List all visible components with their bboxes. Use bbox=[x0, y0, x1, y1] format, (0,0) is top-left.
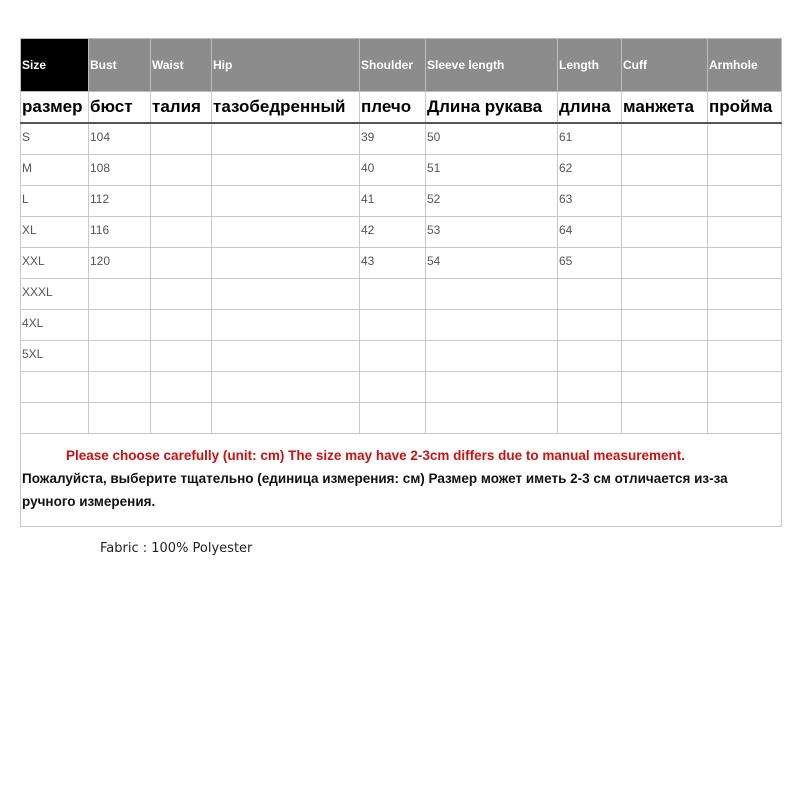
table-cell bbox=[89, 248, 151, 279]
note-english: Please choose carefully (unit: cm) The size may have 2-3cm differs due to manual measurement. bbox=[66, 447, 685, 463]
table-cell bbox=[89, 372, 151, 403]
table-cell bbox=[708, 155, 782, 186]
table-cell bbox=[708, 341, 782, 372]
table-row bbox=[21, 248, 782, 279]
table-cell bbox=[212, 217, 360, 248]
table-cell bbox=[622, 403, 708, 434]
table-cell bbox=[558, 372, 622, 403]
header-row-ru bbox=[21, 92, 782, 124]
table-cell bbox=[558, 155, 622, 186]
table-cell bbox=[622, 279, 708, 310]
header-en-7: Cuff bbox=[622, 39, 708, 92]
table-cell bbox=[151, 310, 212, 341]
cell-value: 112 bbox=[90, 192, 110, 206]
table-cell bbox=[89, 279, 151, 310]
table-cell bbox=[89, 341, 151, 372]
table-cell bbox=[212, 279, 360, 310]
size-chart-table bbox=[20, 38, 782, 527]
table-cell bbox=[426, 186, 558, 217]
cell-value: 120 bbox=[90, 254, 111, 268]
cell-value: 50 bbox=[427, 130, 441, 144]
table-cell bbox=[212, 341, 360, 372]
table-cell bbox=[360, 310, 426, 341]
header-en-4: Shoulder bbox=[360, 39, 426, 92]
table-cell bbox=[212, 123, 360, 155]
header-en-0: Size bbox=[21, 39, 89, 92]
table-cell bbox=[212, 403, 360, 434]
cell-value: L bbox=[22, 192, 29, 206]
table-cell bbox=[708, 310, 782, 341]
table-cell bbox=[151, 248, 212, 279]
table-cell bbox=[151, 155, 212, 186]
table-cell bbox=[558, 248, 622, 279]
table-cell bbox=[21, 372, 89, 403]
table-cell bbox=[360, 279, 426, 310]
table-row bbox=[21, 403, 782, 434]
header-en-1: Bust bbox=[89, 39, 151, 92]
cell-value: 43 bbox=[361, 254, 375, 268]
table-cell bbox=[360, 123, 426, 155]
header-en-5: Sleeve length bbox=[426, 39, 558, 92]
cell-value: 116 bbox=[90, 223, 110, 237]
cell-value: 39 bbox=[361, 130, 375, 144]
cell-value: 63 bbox=[559, 192, 573, 206]
header-en-8: Armhole bbox=[708, 39, 782, 92]
header-ru-5: Длина рукава bbox=[426, 92, 558, 124]
table-cell bbox=[426, 217, 558, 248]
table-cell bbox=[151, 123, 212, 155]
table-cell bbox=[89, 186, 151, 217]
table-cell bbox=[151, 403, 212, 434]
table-cell bbox=[708, 403, 782, 434]
table-cell bbox=[558, 123, 622, 155]
header-row-en bbox=[21, 39, 782, 92]
note-row bbox=[21, 434, 782, 527]
cell-value: 62 bbox=[559, 161, 573, 175]
table-cell bbox=[622, 186, 708, 217]
table-cell bbox=[622, 248, 708, 279]
table-cell bbox=[360, 403, 426, 434]
cell-value: 108 bbox=[90, 161, 111, 175]
table-cell bbox=[212, 186, 360, 217]
table-cell bbox=[426, 155, 558, 186]
table-cell bbox=[622, 217, 708, 248]
header-en-6: Length bbox=[558, 39, 622, 92]
table-cell bbox=[212, 372, 360, 403]
table-cell bbox=[151, 186, 212, 217]
cell-value: 54 bbox=[427, 254, 441, 268]
table-cell bbox=[21, 403, 89, 434]
table-cell bbox=[151, 372, 212, 403]
table-cell bbox=[360, 155, 426, 186]
table-cell bbox=[21, 217, 89, 248]
table-cell bbox=[360, 248, 426, 279]
table-cell bbox=[89, 155, 151, 186]
cell-value: 4XL bbox=[22, 316, 44, 330]
cell-value: XL bbox=[22, 223, 37, 237]
table-cell bbox=[622, 372, 708, 403]
table-cell bbox=[360, 372, 426, 403]
table-cell bbox=[426, 310, 558, 341]
table-row bbox=[21, 279, 782, 310]
table-cell bbox=[426, 403, 558, 434]
cell-value: 65 bbox=[559, 254, 573, 268]
cell-value: 40 bbox=[361, 161, 375, 175]
table-cell bbox=[21, 341, 89, 372]
cell-value: 61 bbox=[559, 130, 573, 144]
cell-value: 41 bbox=[361, 192, 375, 206]
header-ru-3: тазобедренный bbox=[212, 92, 360, 124]
table-cell bbox=[151, 341, 212, 372]
table-cell bbox=[89, 403, 151, 434]
table-cell bbox=[622, 155, 708, 186]
table-cell bbox=[558, 186, 622, 217]
table-cell bbox=[426, 279, 558, 310]
header-ru-8: пройма bbox=[708, 92, 782, 124]
table-cell bbox=[708, 217, 782, 248]
table-cell bbox=[708, 372, 782, 403]
table-row bbox=[21, 341, 782, 372]
table-cell bbox=[360, 186, 426, 217]
table-cell bbox=[21, 123, 89, 155]
header-ru-1: бюст bbox=[89, 92, 151, 124]
table-cell bbox=[622, 341, 708, 372]
cell-value: 51 bbox=[427, 161, 441, 175]
table-cell bbox=[622, 123, 708, 155]
table-cell bbox=[212, 310, 360, 341]
cell-value: 5XL bbox=[22, 347, 44, 361]
cell-value: 64 bbox=[559, 223, 573, 237]
table-cell bbox=[558, 310, 622, 341]
table-cell bbox=[426, 341, 558, 372]
table-cell bbox=[21, 155, 89, 186]
table-cell bbox=[558, 341, 622, 372]
table-cell bbox=[89, 123, 151, 155]
table-cell bbox=[21, 279, 89, 310]
table-cell bbox=[558, 403, 622, 434]
table-cell bbox=[21, 310, 89, 341]
table-cell bbox=[558, 217, 622, 248]
header-ru-4: плечо bbox=[360, 92, 426, 124]
cell-value: 104 bbox=[90, 130, 111, 144]
cell-value: M bbox=[22, 161, 32, 175]
table-row bbox=[21, 155, 782, 186]
table-cell bbox=[212, 248, 360, 279]
header-en-2: Waist bbox=[151, 39, 212, 92]
table-row bbox=[21, 372, 782, 403]
cell-value: 42 bbox=[361, 223, 375, 237]
table-cell bbox=[708, 123, 782, 155]
table-row bbox=[21, 217, 782, 248]
table-cell bbox=[622, 310, 708, 341]
table-row bbox=[21, 310, 782, 341]
cell-value: 53 bbox=[427, 223, 441, 237]
table-row bbox=[21, 123, 782, 155]
header-ru-6: длина bbox=[558, 92, 622, 124]
cell-value: XXXL bbox=[22, 285, 53, 299]
note-cell bbox=[21, 434, 782, 527]
table-cell bbox=[212, 155, 360, 186]
header-ru-7: манжета bbox=[622, 92, 708, 124]
header-ru-0: размер bbox=[21, 92, 89, 124]
table-cell bbox=[89, 217, 151, 248]
table-cell bbox=[708, 248, 782, 279]
table-cell bbox=[21, 186, 89, 217]
table-cell bbox=[426, 123, 558, 155]
table-cell bbox=[360, 341, 426, 372]
table-cell bbox=[426, 248, 558, 279]
table-cell bbox=[89, 310, 151, 341]
table-cell bbox=[426, 372, 558, 403]
cell-value: XXL bbox=[22, 254, 45, 268]
header-ru-2: талия bbox=[151, 92, 212, 124]
table-cell bbox=[151, 279, 212, 310]
fabric-composition: Fabric : 100% Polyester bbox=[100, 541, 253, 556]
cell-value: S bbox=[22, 130, 31, 144]
header-en-3: Hip bbox=[212, 39, 360, 92]
table-row bbox=[21, 186, 782, 217]
table-cell bbox=[151, 217, 212, 248]
table-cell bbox=[558, 279, 622, 310]
note-russian: Пожалуйста, выберите тщательно (единица измерения: см) Размер может иметь 2-3 см отличается из-за ручного измерения. bbox=[22, 470, 728, 509]
table-cell bbox=[708, 186, 782, 217]
table-cell bbox=[708, 279, 782, 310]
table-cell bbox=[21, 248, 89, 279]
cell-value: 52 bbox=[427, 192, 441, 206]
table-cell bbox=[360, 217, 426, 248]
